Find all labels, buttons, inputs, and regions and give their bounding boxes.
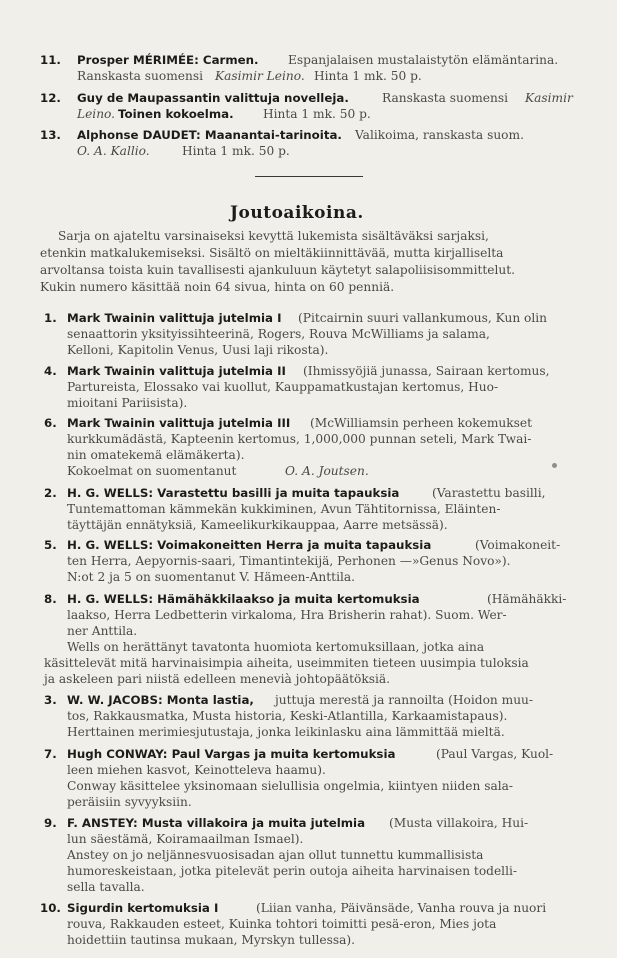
entry-title: Guy de Maupassantin valittuja novelleja. (77, 91, 349, 105)
entry-number: 3. (44, 693, 57, 707)
entry-number: 10. (40, 901, 61, 915)
entry-description: (Paul Vargas, Kuol- (436, 747, 554, 761)
entry-number: 7. (44, 747, 57, 761)
entry-title: Mark Twainin valittuja jutelmia II (67, 364, 286, 378)
entry-translator: Kasimir (525, 91, 573, 105)
entry-description: juttuja merestä ja rannoilta (Hoidon muu- (275, 693, 534, 707)
entry-line: nin omatekemä elämäkerta). (67, 448, 245, 462)
entry-line: Kelloni, Kapitolin Venus, Uusi laji rikosta). (67, 343, 329, 357)
entry-title: Hugh CONWAY: Paul Vargas ja muita kertomuksia (67, 747, 396, 761)
entry-number: 6. (44, 416, 57, 430)
entry-number: 8. (44, 592, 57, 606)
entry-line: Anstey on jo neljännesvuosisadan ajan ollut tunnettu kummallisista (67, 848, 484, 862)
entry-line: senaattorin yksityissihteerinä, Rogers, Rouva McWilliams ja salama, (67, 327, 490, 341)
entry-line: peräisiin syvyyksiin. (67, 795, 192, 809)
entry-title: H. G. WELLS: Varastettu basilli ja muita tapauksia (67, 486, 400, 500)
entry-translator: O. A. Kallio. (77, 144, 150, 158)
entry-line: leen miehen kasvot, Keinotteleva haamu). (67, 763, 326, 777)
intro-line: Sarja on ajateltu varsinaiseksi kevyttä lukemista sisältäväksi sarjaksi, (58, 229, 489, 243)
entry-line: humoreskeistaan, jotka pitelevät perin outoja aiheita harvinaisen todelli- (67, 864, 517, 878)
entry-line: sella tavalla. (67, 880, 145, 894)
entry-subtitle: Toinen kokoelma. (118, 107, 234, 121)
entry-line: mioitani Pariisista). (67, 396, 188, 410)
entry-line: laakso, Herra Ledbetterin virkaloma, Hra Brisherin rahat). Suom. Wer- (67, 608, 507, 622)
entry-number: 9. (44, 816, 57, 830)
intro-line: arvoltansa toista kuin tavallisesti ajankuluun käytetyt salapoliisisommittelut. (40, 263, 516, 277)
entry-translator-label: Ranskasta suomensi (77, 69, 203, 83)
translator-note: Kokoelmat on suomentanut (67, 464, 237, 478)
entry-description: (Voimakoneit- (475, 538, 561, 552)
entry-number: 1. (44, 311, 57, 325)
entry-line: ner Anttila. (67, 624, 138, 638)
entry-title: Alphonse DAUDET: Maanantai-tarinoita. (77, 128, 342, 142)
entry-line: Conway käsittelee yksinomaan sielullisia ongelmia, kiintyen niiden sala- (67, 779, 513, 793)
entry-line: N:ot 2 ja 5 on suomentanut V. Hämeen-Anttila. (67, 570, 356, 584)
entry-title: H. G. WELLS: Voimakoneitten Herra ja muita tapauksia (67, 538, 432, 552)
entry-price: Hinta 1 mk. 50 p. (182, 144, 290, 158)
entry-number: 11. (40, 53, 61, 67)
note-line: käsittelevät mitä harvinaisimpia aiheita, useimmiten tieteen uusimpia tuloksia (44, 656, 529, 670)
entry-title: Mark Twainin valittuja jutelmia III (67, 416, 291, 430)
entry-line: kurkkumädästä, Kapteenin kertomus, 1,000,000 punnan seteli, Mark Twai- (67, 432, 532, 446)
entry-line: ten Herra, Aepyornis-saari, Timantintekijä, Perhonen —»Genus Novo»). (67, 554, 511, 568)
note-line: ja askeleen pari niistä edelleen menevià johtopäätöksiä. (44, 672, 391, 686)
intro-line: Kukin numero käsittää noin 64 sivua, hinta on 60 penniä. (40, 280, 395, 294)
entry-description: (Varastettu basilli, (432, 486, 546, 500)
entry-line: rouva, Rakkauden esteet, Kuinka tohtori toimitti pesä-eron, Mies jota (67, 917, 497, 931)
entry-description: (Liian vanha, Päivänsäde, Vanha rouva ja nuori (256, 901, 547, 915)
entry-number: 2. (44, 486, 57, 500)
entry-description: Espanjalaisen mustalaistytön elämäntarina. (288, 53, 559, 67)
entry-title: Prosper MÉRIMÉE: Carmen. (77, 53, 259, 67)
intro-line: etenkin matkalukemiseksi. Sisältö on mieltäkiinnittävää, mutta kirjalliselta (40, 246, 504, 260)
entry-title: W. W. JACOBS: Monta lastia, (67, 693, 254, 707)
entry-number: 5. (44, 538, 57, 552)
entry-description: (Ihmissyöjiä junassa, Sairaan kertomus, (303, 364, 550, 378)
entry-line: Partureista, Elossako vai kuollut, Kauppamatkustajan kertomus, Huo- (67, 380, 499, 394)
entry-number: 13. (40, 128, 61, 142)
entry-line: Herttainen merimiesjutustaja, jonka leikinlasku aina lämmittää mieltä. (67, 725, 505, 739)
entry-description: (Musta villakoira, Hui- (389, 816, 529, 830)
section-divider (255, 176, 363, 177)
entry-line: Tuntemattoman kämmekän kukkiminen, Avun Tähtitornissa, Eläinten- (67, 502, 501, 516)
entry-number: 12. (40, 91, 61, 105)
entry-description: (Hämähäkki- (487, 592, 567, 606)
entry-title: H. G. WELLS: Hämähäkkilaakso ja muita kertomuksia (67, 592, 420, 606)
entry-title: F. ANSTEY: Musta villakoira ja muita jutelmia (67, 816, 366, 830)
entry-description: (McWilliamsin perheen kokemukset (310, 416, 532, 430)
translator-name: O. A. Joutsen. (285, 464, 369, 478)
entry-line: tos, Rakkausmatka, Musta historia, Keski-Atlantilla, Karkaamistapaus). (67, 709, 508, 723)
entry-number: 4. (44, 364, 57, 378)
entry-line: täyttäjän ennätyksiä, Kameelikurkikauppaa, Aarre metsässä). (67, 518, 448, 532)
entry-translator: Kasimir Leino. (215, 69, 305, 83)
series-heading: Joutoaikoina. (230, 203, 364, 223)
entry-description: Valikoima, ranskasta suom. (355, 128, 524, 142)
note-line: Wells on herättänyt tavatonta huomiota kertomuksillaan, jotka aina (67, 640, 485, 654)
entry-price: Hinta 1 mk. 50 p. (263, 107, 371, 121)
ink-spot (552, 463, 557, 468)
entry-title: Sigurdin kertomuksia I (67, 901, 219, 915)
entry-description: (Pitcairnin suuri vallankumous, Kun olin (298, 311, 548, 325)
entry-description: Ranskasta suomensi (382, 91, 508, 105)
entry-translator: Leino. (77, 107, 116, 121)
entry-line: hoidettiin tautinsa mukaan, Myrskyn tullessa). (67, 933, 355, 947)
entry-title: Mark Twainin valittuja jutelmia I (67, 311, 282, 325)
entry-line: lun säestämä, Koiramaailman Ismael). (67, 832, 304, 846)
entry-price: Hinta 1 mk. 50 p. (314, 69, 422, 83)
